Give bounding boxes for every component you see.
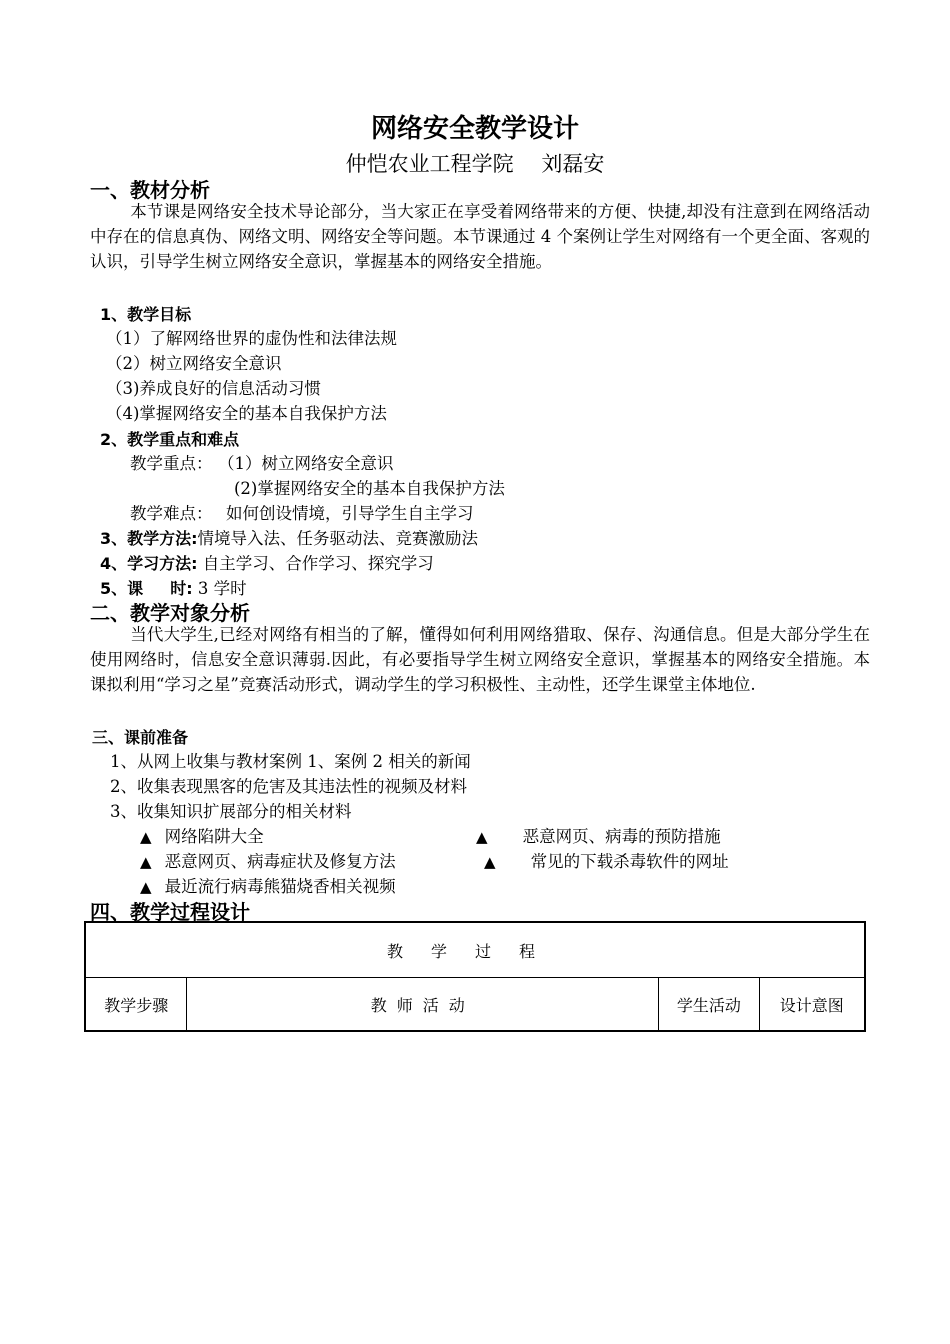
key-points-heading: 2、教学重点和难点: [100, 430, 240, 449]
table-header: 教学过程: [85, 922, 865, 978]
triangle-icon: ▲: [140, 878, 152, 896]
triangle-icon: ▲: [484, 853, 496, 871]
learn-text: 自主学习、合作学习、探究学习: [197, 554, 434, 573]
key-label: 教学重点：: [130, 454, 213, 473]
triangle-icon: ▲: [476, 828, 488, 846]
col-design-intent: 设计意图: [759, 978, 865, 1032]
bullet-text: 常见的下载杀毒软件的网址: [530, 852, 729, 871]
prep-item: 2、收集表现黑客的危害及其违法性的视频及材料: [110, 777, 467, 796]
key-point-1: （1）树立网络安全意识: [218, 454, 394, 473]
bullet-text: 恶意网页、病毒症状及修复方法: [164, 852, 396, 871]
section-heading-audience: 二、教学对象分析: [90, 601, 250, 625]
section-heading-prep: 三、课前准备: [92, 728, 189, 747]
prep-item: 1、从网上收集与教材案例 1、案例 2 相关的新闻: [110, 752, 471, 771]
method-text: 情境导入法、任务驱动法、竞赛激励法: [197, 529, 479, 548]
bullet-text: 网络陷阱大全: [164, 827, 264, 846]
goal-item: （4)掌握网络安全的基本自我保护方法: [106, 404, 387, 423]
bullet-text: 恶意网页、病毒的预防措施: [522, 827, 721, 846]
key-point-2: (2)掌握网络安全的基本自我保护方法: [234, 479, 505, 498]
process-table: [84, 921, 866, 1032]
method-line: [100, 525, 478, 549]
goal-item: （2）树立网络安全意识: [106, 354, 282, 373]
hours-text: 3 学时: [192, 579, 247, 598]
learn-line: [100, 550, 434, 574]
bullet-item: [140, 873, 396, 897]
prep-item: 3、收集知识扩展部分的相关材料: [110, 802, 352, 821]
col-student-activity: 学生活动: [659, 978, 759, 1032]
author-line: 仲恺农业工程学院 刘磊安: [345, 152, 605, 176]
bullet-item: [484, 848, 729, 872]
analysis-text: 本节课是网络安全技术导论部分，当大家正在享受着网络带来的方便、快捷,却没有注意到在网络活动中存在的信息真伪、网络文明、网络安全等问题。本节课通过 4 个案例让学生对网络有一个更全面、客观的认识，引导学生树立网络安全意识，掌握基本的网络安全措施。: [90, 202, 870, 271]
section-heading-process: 四、教学过程设计: [90, 900, 250, 924]
analysis-paragraph: [90, 200, 870, 274]
bullet-text: 最近流行病毒熊猫烧香相关视频: [164, 877, 396, 896]
method-label: 3、教学方法:: [100, 529, 198, 548]
goal-item: （1）了解网络世界的虚伪性和法律法规: [106, 329, 397, 348]
triangle-icon: ▲: [140, 828, 152, 846]
bullet-item: [140, 823, 264, 847]
section-heading-analysis: 一、教材分析: [90, 178, 210, 202]
learn-label: 4、学习方法:: [100, 554, 198, 573]
audience-paragraph: [90, 623, 870, 697]
audience-text: 当代大学生,已经对网络有相当的了解，懂得如何利用网络猎取、保存、沟通信息。但是大部分学生在使用网络时，信息安全意识薄弱.因此，有必要指导学生树立网络安全意识，掌握基本的网络安全措施。本课拟利用“学习之星”竞赛活动形式，调动学生的学习积极性、主动性，还学生课堂主体地位.: [90, 625, 870, 694]
col-teacher-activity: 教师活动: [187, 978, 659, 1032]
page-title: 网络安全教学设计: [370, 114, 579, 144]
goals-heading: 1、教学目标: [100, 305, 192, 324]
bullet-item: [140, 848, 396, 872]
bullet-item: [476, 823, 721, 847]
hours-line: [100, 575, 247, 599]
difficulty-text: 如何创设情境，引导学生自主学习: [226, 504, 474, 523]
col-teaching-steps: 教学步骤: [85, 978, 187, 1032]
triangle-icon: ▲: [140, 853, 152, 871]
difficulty-label: 教学难点：: [130, 504, 213, 523]
hours-label: 5、课 时:: [100, 579, 193, 598]
goal-item: （3)养成良好的信息活动习惯: [106, 379, 321, 398]
